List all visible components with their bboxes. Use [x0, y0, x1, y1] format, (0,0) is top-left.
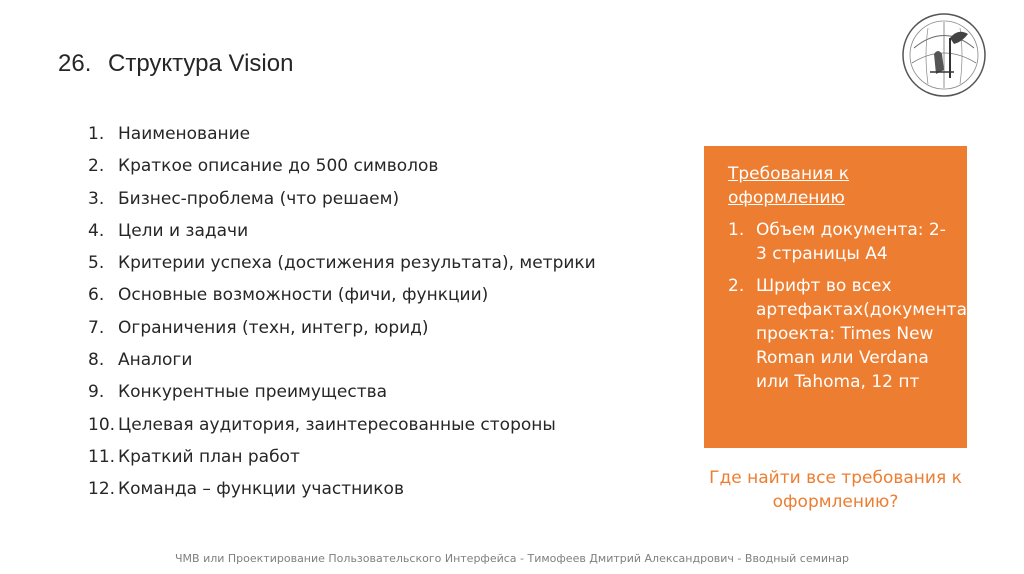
- slide-number: 26.: [58, 50, 92, 77]
- where-to-find-requirements: Где найти все требования к оформлению?: [709, 468, 962, 512]
- list-item: [88, 312, 596, 344]
- item-text: Основные возможности (фичи, функции): [118, 285, 489, 306]
- list-item: [88, 150, 596, 182]
- item-number: 3.: [88, 188, 105, 209]
- item-text: Краткий план работ: [118, 446, 300, 467]
- list-item: [88, 183, 596, 215]
- slide-footer: ЧМВ или Проектирование Пользовательского Интерфейса - Тимофеев Дмитрий Александрович - Вводный семинар: [175, 552, 849, 565]
- list-item: [728, 218, 951, 266]
- item-number: 12.: [88, 479, 116, 500]
- requirements-heading-link[interactable]: Требования к оформлению: [728, 164, 850, 208]
- requirements-list: [728, 218, 984, 394]
- list-item: [88, 409, 596, 441]
- item-number: 2.: [88, 156, 105, 177]
- requirements-box: [704, 146, 984, 448]
- item-number: 8.: [88, 350, 105, 371]
- item-number: 6.: [88, 285, 105, 306]
- list-item: [88, 118, 596, 150]
- item-text: Бизнес-проблема (что решаем): [118, 188, 400, 209]
- item-text: Ограничения (техн, интегр, юрид): [118, 317, 429, 338]
- item-text: Критерии успеха (достижения результата), метрики: [118, 253, 596, 274]
- slide-title-text: Структура Vision: [108, 50, 294, 77]
- item-text: Наименование: [118, 124, 251, 144]
- slide-title: [58, 50, 293, 78]
- item-text: Объем документа: 2-3 страницы А4: [756, 220, 946, 264]
- list-item: [88, 376, 596, 408]
- item-number: 11.: [88, 446, 116, 467]
- list-item: [88, 344, 596, 376]
- item-text: Целевая аудитория, заинтересованные стороны: [118, 414, 556, 435]
- list-item: [88, 441, 596, 473]
- item-number: 1.: [88, 124, 105, 144]
- item-text: Команда – функции участников: [118, 479, 404, 500]
- item-number: 10.: [88, 414, 116, 435]
- list-item: [88, 473, 596, 505]
- item-text: Аналоги: [118, 350, 193, 371]
- list-item: [88, 247, 596, 279]
- list-item: [728, 274, 984, 394]
- item-number: 4.: [88, 220, 105, 241]
- list-item: [88, 279, 596, 311]
- item-text: Краткое описание до 500 символов: [118, 156, 439, 177]
- item-number: 9.: [88, 382, 105, 403]
- item-number: 2.: [728, 276, 745, 296]
- item-text: Конкурентные преимущества: [118, 382, 388, 403]
- item-number: 7.: [88, 317, 105, 338]
- item-number: 5.: [88, 253, 105, 274]
- item-text: Шрифт во всех артефактах(документах) проекта: Times New Roman или Verdana или Tahoma, 12 пт: [756, 276, 984, 392]
- vision-structure-list: [88, 118, 596, 506]
- university-seal-icon: [894, 8, 994, 102]
- item-text: Цели и задачи: [118, 220, 249, 241]
- item-number: 1.: [728, 220, 745, 240]
- list-item: [88, 215, 596, 247]
